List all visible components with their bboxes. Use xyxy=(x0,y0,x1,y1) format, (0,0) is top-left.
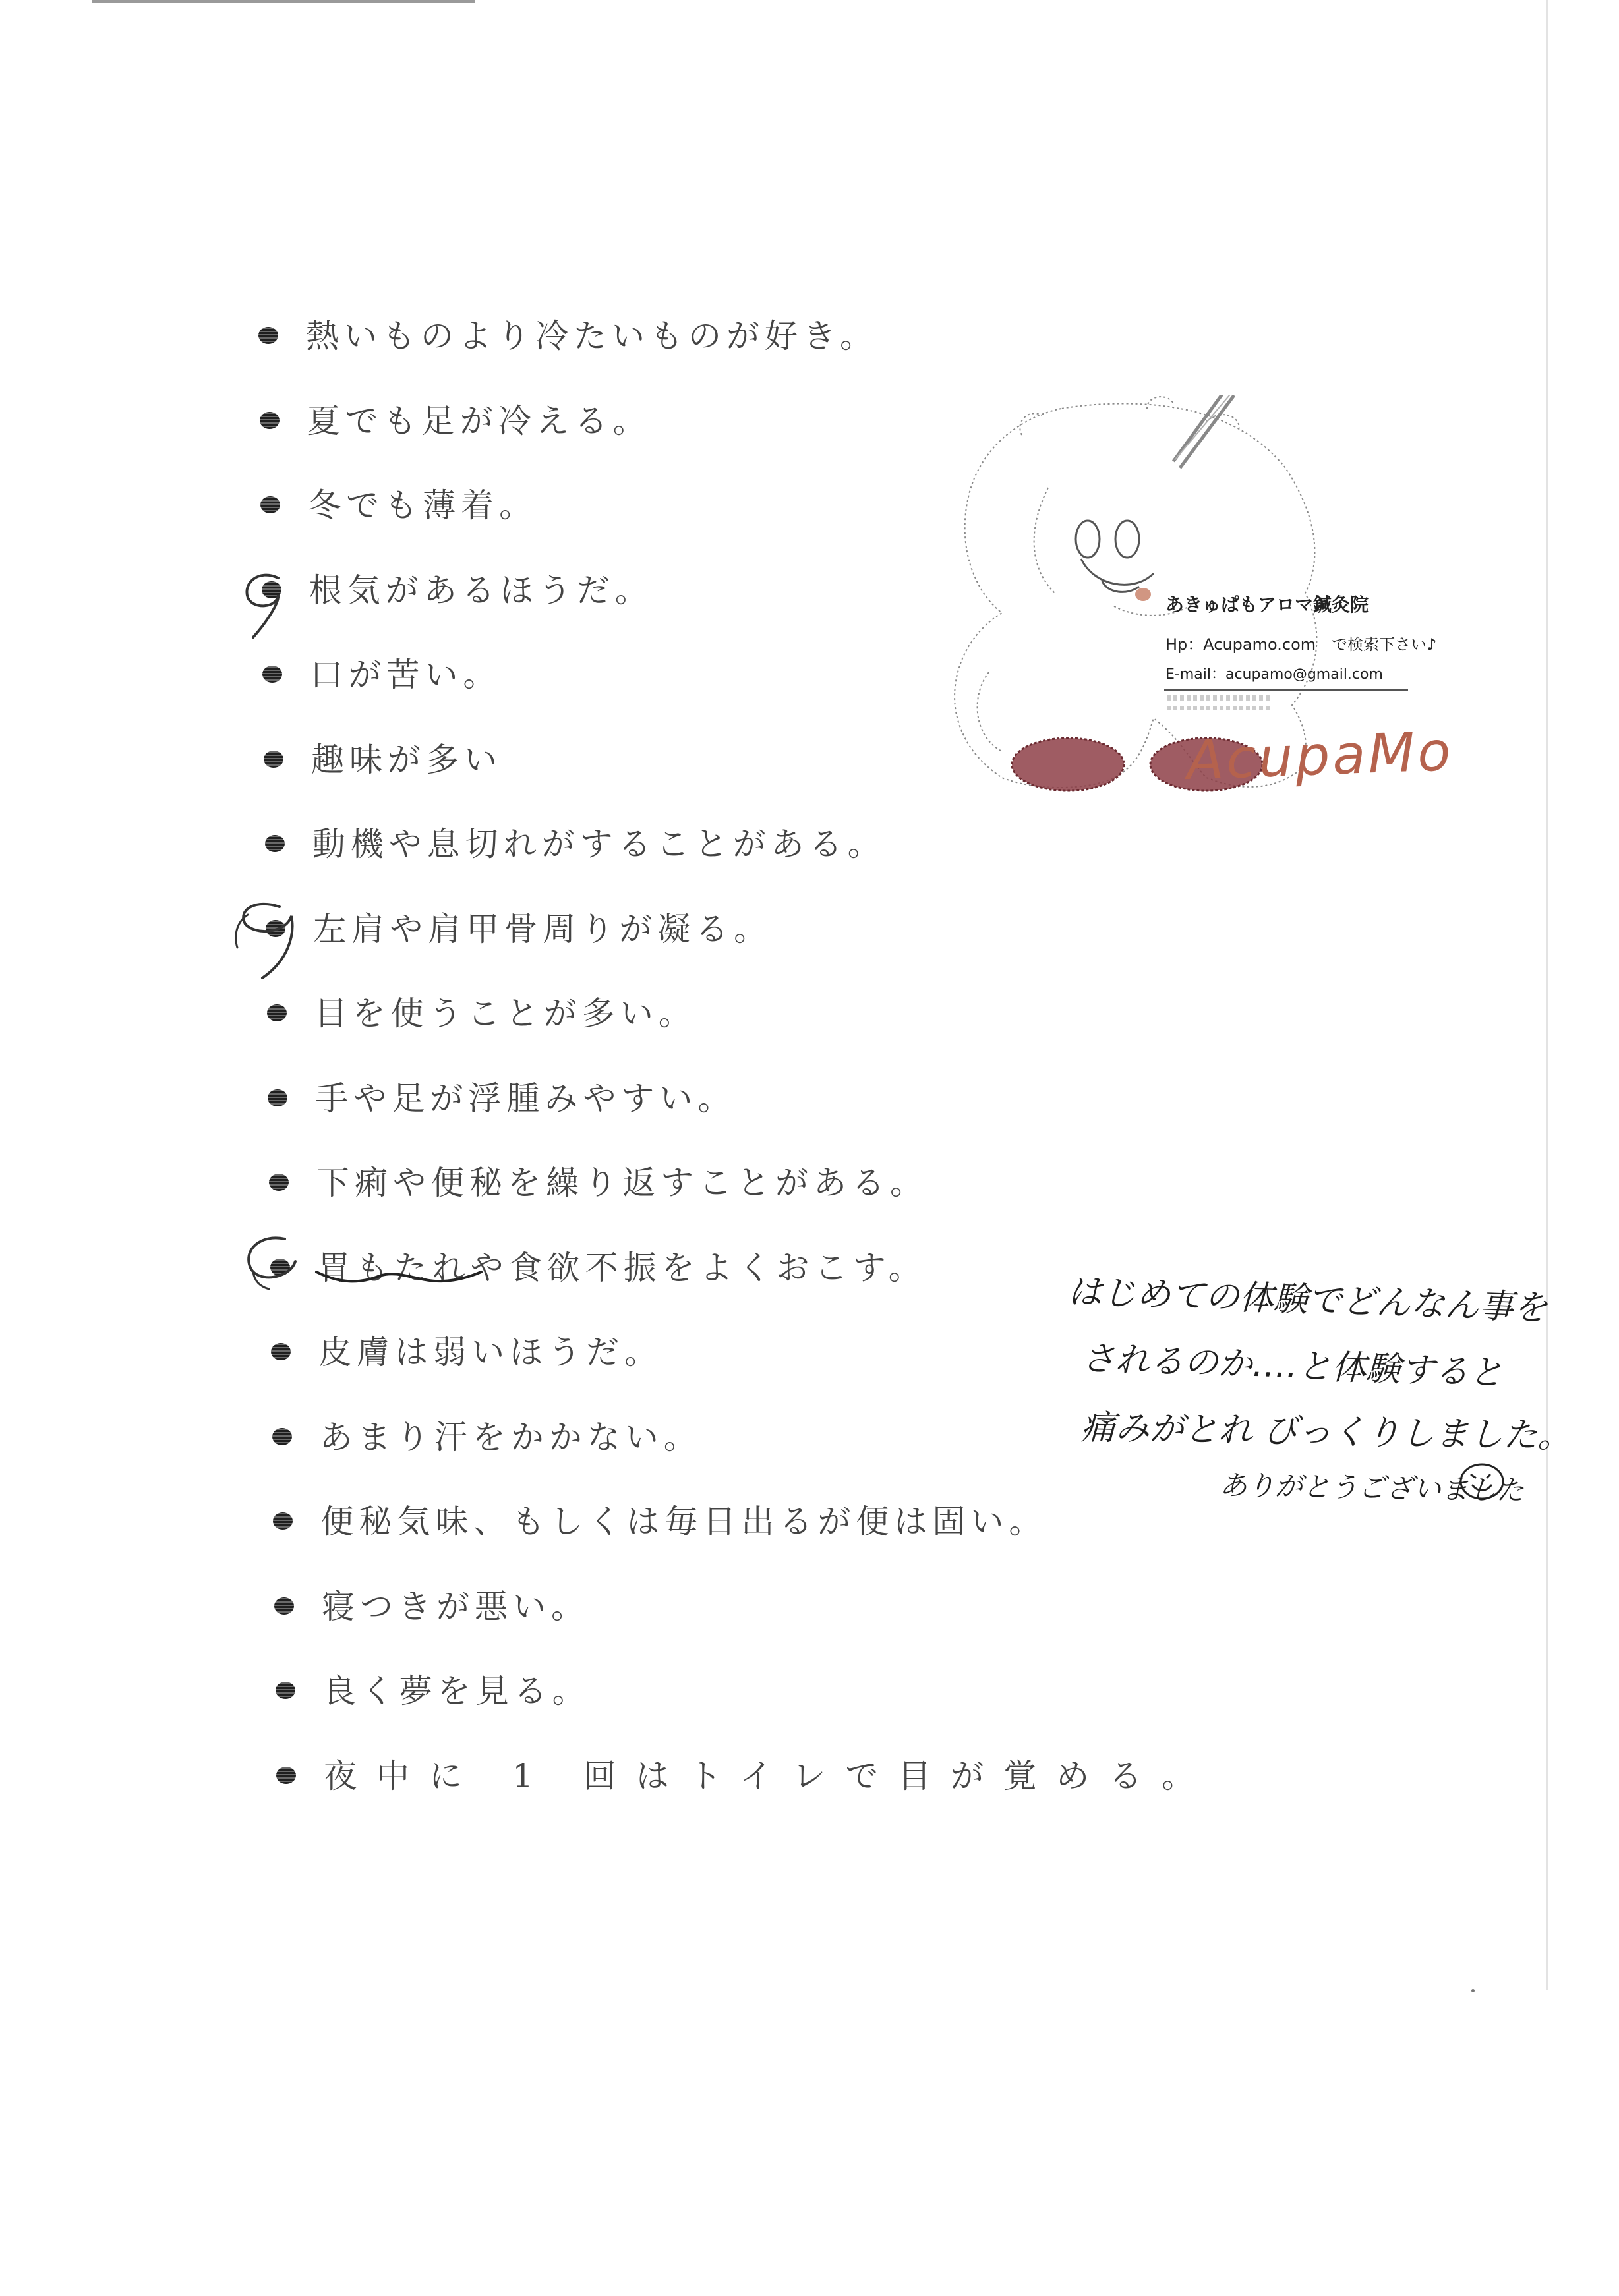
page-edge-shadow xyxy=(1546,0,1548,1990)
checklist-item-text: 口が苦い。 xyxy=(310,656,502,694)
circle-mark-11 xyxy=(239,1232,311,1305)
checklist-item-text: 夏でも足が冷える。 xyxy=(307,401,651,440)
checklist-item xyxy=(265,1476,1254,1561)
top-edge-rule xyxy=(92,0,475,3)
checklist-item xyxy=(260,1052,1249,1137)
bullet-icon xyxy=(267,1004,287,1021)
checklist-item xyxy=(261,1137,1250,1222)
handwritten-note-line-2: されるのか….と体験すると xyxy=(1080,1338,1504,1394)
bullet-icon xyxy=(264,751,283,768)
checklist-item-text: 便秘気味、もしくは毎日出るが便は固い。 xyxy=(320,1503,1047,1541)
checklist-item-text: 手や足が浮腫みやすい。 xyxy=(315,1079,736,1118)
clinic-homepage: Hp：Acupamo.com で検索下さい♪ xyxy=(1165,635,1437,654)
checklist-item-text: 目を使うことが多い。 xyxy=(314,994,697,1033)
acupamo-logo: AcupaMo xyxy=(1185,720,1454,793)
checklist-item-text: 動機や息切れがすることがある。 xyxy=(312,825,886,863)
bullet-icon xyxy=(260,412,280,429)
checklist-item-text: 胃もたれや食欲不振をよくおこす。 xyxy=(317,1248,927,1287)
circle-mark-3 xyxy=(239,563,291,649)
checklist-item-text: 皮膚は弱いほうだ。 xyxy=(318,1333,663,1371)
bullet-icon xyxy=(276,1767,296,1784)
checklist-item-text: 冬でも薄着。 xyxy=(308,486,538,525)
bullet-icon xyxy=(274,1597,294,1615)
bullet-icon xyxy=(271,1343,291,1360)
scan-speck xyxy=(1471,1989,1475,1992)
stamp-divider xyxy=(1164,689,1408,691)
checklist-item xyxy=(266,1561,1255,1646)
bullet-icon xyxy=(272,1428,292,1445)
handwritten-note-line-4: ありがとうございました xyxy=(1219,1468,1525,1507)
checklist-item-text: 根気があるほうだ。 xyxy=(309,571,653,610)
checklist-item-text: 夜中に 1 回はトイレで目が覚める。 xyxy=(324,1756,1215,1795)
bullet-icon xyxy=(265,835,285,852)
checklist-item xyxy=(259,967,1248,1052)
bullet-icon xyxy=(276,1682,295,1699)
bullet-icon xyxy=(258,327,278,344)
checklist-item-text: 左肩や肩甲骨周りが凝る。 xyxy=(313,909,773,948)
bullet-icon xyxy=(273,1512,293,1530)
bullet-icon xyxy=(262,666,282,683)
checklist-item-text: 趣味が多い xyxy=(311,740,502,779)
checklist-item-text: 良く夢を見る。 xyxy=(322,1672,591,1710)
bullet-icon xyxy=(260,496,280,513)
smiley-face-icon xyxy=(1458,1462,1506,1501)
clinic-name: あきゅぱもアロマ鍼灸院 xyxy=(1165,594,1369,616)
checklist-item-text: 寝つきが悪い。 xyxy=(322,1587,589,1626)
clinic-email: E-mail：acupamo@gmail.com xyxy=(1165,666,1383,683)
bullet-icon xyxy=(269,1174,289,1191)
checklist-item xyxy=(268,1645,1256,1730)
bullet-icon xyxy=(268,1089,287,1106)
handwritten-note-line-1: はじめての体験でどんなん事を xyxy=(1067,1272,1548,1329)
circle-mark-7 xyxy=(232,895,305,987)
checklist-item xyxy=(250,290,1239,375)
handwritten-note-line-3: 痛みがとれ びっくりしました。 xyxy=(1080,1408,1572,1456)
checklist-item-text: あまり汗をかかない。 xyxy=(319,1418,702,1456)
checklist-item-text: 下痢や便秘を繰り返すことがある。 xyxy=(316,1164,928,1202)
checklist-item xyxy=(268,1730,1257,1815)
checklist-item-text: 熱いものより冷たいものが好き。 xyxy=(306,317,878,355)
checklist-item xyxy=(258,883,1247,968)
underline-mark xyxy=(314,1264,485,1290)
